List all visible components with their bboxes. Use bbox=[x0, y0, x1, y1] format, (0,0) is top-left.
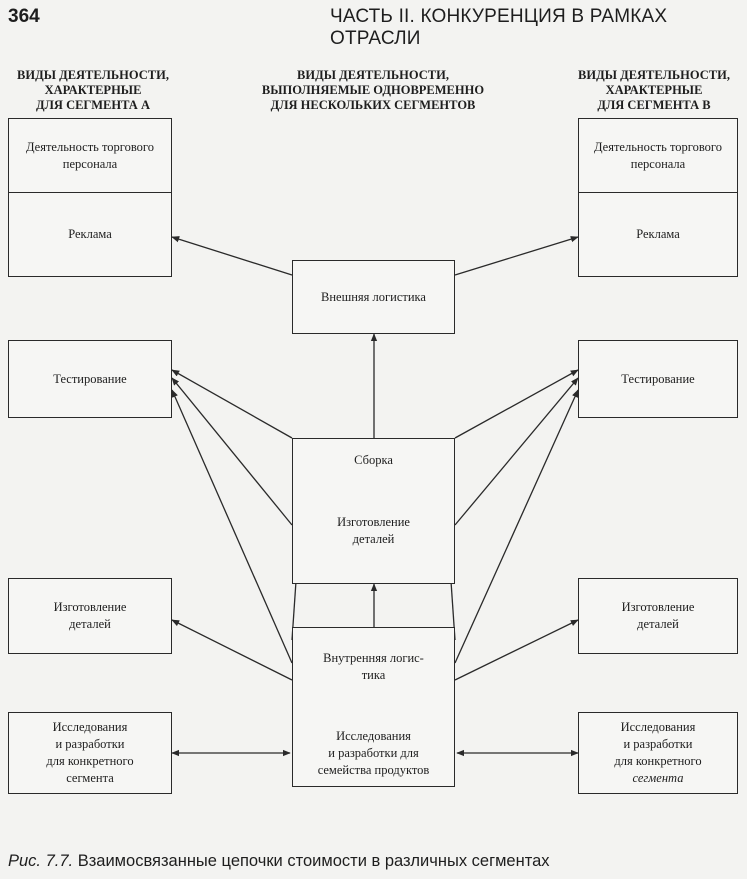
right-testing-box bbox=[578, 340, 738, 418]
center-rnd-cell bbox=[293, 724, 454, 782]
center-fabrication-line: Изготовление bbox=[337, 515, 410, 529]
left-rnd-box bbox=[8, 712, 172, 794]
left-fabrication-line: Изготовление bbox=[53, 600, 127, 614]
left-sales-advertising-box bbox=[8, 118, 172, 277]
right-testing-label: Тестирование bbox=[621, 371, 695, 386]
left-heading-line: ХАРАКТЕРНЫЕ bbox=[44, 83, 142, 97]
left-fabrication-box bbox=[8, 578, 172, 654]
left-advertising-label: Реклама bbox=[68, 227, 112, 241]
right-rnd-line: для конкретного bbox=[614, 754, 702, 768]
right-sales-force-cell bbox=[579, 119, 737, 193]
center-assembly-fabrication-box bbox=[292, 438, 455, 584]
right-fabrication-line: Изготовление bbox=[621, 600, 695, 614]
right-rnd-box bbox=[578, 712, 738, 794]
right-fabrication-box bbox=[578, 578, 738, 654]
center-inbound-rnd-box bbox=[292, 627, 455, 787]
left-rnd-line: и разработки bbox=[55, 737, 125, 751]
right-rnd-line: и разработки bbox=[623, 737, 693, 751]
right-sales-line: персонала bbox=[630, 156, 686, 171]
left-sales-line: Деятельность bbox=[25, 139, 99, 154]
running-head: ЧАСТЬ II. КОНКУРЕНЦИЯ В РАМКАХ ОТРАСЛИ bbox=[330, 6, 668, 49]
figure-label: Рис. 7.7. bbox=[8, 852, 74, 870]
figure-caption bbox=[8, 852, 550, 871]
left-sales-line: персонала bbox=[62, 156, 118, 171]
right-advertising-cell bbox=[579, 193, 737, 276]
arrow-inbound-to-right-fabrication bbox=[455, 620, 578, 680]
right-sales-line: Деятельность bbox=[593, 139, 667, 154]
left-heading-line: ДЛЯ СЕГМЕНТА А bbox=[36, 98, 150, 112]
arrow-fabrication-to-right-testing bbox=[455, 378, 578, 525]
center-rnd-line: семейства продуктов bbox=[317, 762, 430, 777]
center-heading-line: ВИДЫ ДЕЯТЕЛЬНОСТИ, bbox=[297, 68, 449, 82]
arrow-inbound-to-right-testing bbox=[455, 390, 578, 663]
page-number: 364 bbox=[8, 6, 40, 27]
arrow-inbound-to-left-fabrication bbox=[172, 620, 292, 680]
right-heading-line: ХАРАКТЕРНЫЕ bbox=[605, 83, 703, 97]
left-rnd-line: сегмента bbox=[66, 771, 114, 785]
arrow-fabrication-to-left-testing bbox=[172, 378, 292, 525]
right-advertising-label: Реклама bbox=[636, 227, 680, 241]
left-advertising-cell bbox=[9, 193, 171, 276]
left-fabrication-line: деталей bbox=[69, 617, 111, 631]
center-heading-line: ВЫПОЛНЯЕМЫЕ ОДНОВРЕМЕННО bbox=[261, 83, 485, 97]
right-sales-advertising-box bbox=[578, 118, 738, 277]
center-heading-line: ДЛЯ НЕСКОЛЬКИХ СЕГМЕНТОВ bbox=[270, 98, 476, 112]
center-fabrication-line: деталей bbox=[352, 532, 395, 546]
arrow-outbound-to-left-advertising bbox=[172, 237, 292, 275]
arrow-assembly-to-right-testing bbox=[455, 370, 578, 438]
outbound-logistics-label: Внешняя логистика bbox=[321, 289, 426, 304]
assembly-label: Сборка bbox=[354, 452, 393, 467]
arrow-assembly-to-left-testing bbox=[172, 370, 292, 438]
right-rnd-line: сегмента bbox=[632, 771, 684, 785]
left-rnd-line: для конкретного bbox=[46, 754, 134, 768]
center-fabrication-cell bbox=[293, 501, 454, 561]
left-testing-box bbox=[8, 340, 172, 418]
right-heading-line: ДЛЯ СЕГМЕНТА В bbox=[597, 98, 711, 112]
arrow-inbound-to-left-testing bbox=[172, 390, 292, 663]
inbound-logistics-line: тика bbox=[361, 668, 386, 682]
figure-caption-text: Взаимосвязанные цепочки стоимости в различных сегментах bbox=[77, 852, 550, 870]
left-heading-line: ВИДЫ ДЕЯТЕЛЬНОСТИ, bbox=[17, 68, 169, 82]
left-testing-label: Тестирование bbox=[53, 371, 127, 386]
center-outbound-logistics-box bbox=[292, 260, 455, 334]
right-fabrication-line: деталей bbox=[637, 617, 679, 631]
inbound-logistics-cell bbox=[293, 642, 454, 692]
left-sales-force-cell bbox=[9, 119, 171, 193]
left-sales-line: торгового bbox=[102, 139, 154, 154]
arrow-outbound-to-right-advertising bbox=[455, 237, 578, 275]
left-rnd-line: Исследования bbox=[52, 720, 128, 734]
right-sales-line: торгового bbox=[670, 139, 722, 154]
assembly-cell bbox=[293, 439, 454, 481]
right-heading-line: ВИДЫ ДЕЯТЕЛЬНОСТИ, bbox=[578, 68, 730, 82]
center-rnd-line: Исследования bbox=[336, 728, 411, 743]
center-rnd-line: и разработки для bbox=[328, 745, 419, 760]
inbound-logistics-line: Внутренняя логис- bbox=[323, 651, 424, 665]
right-rnd-line: Исследования bbox=[620, 720, 696, 734]
